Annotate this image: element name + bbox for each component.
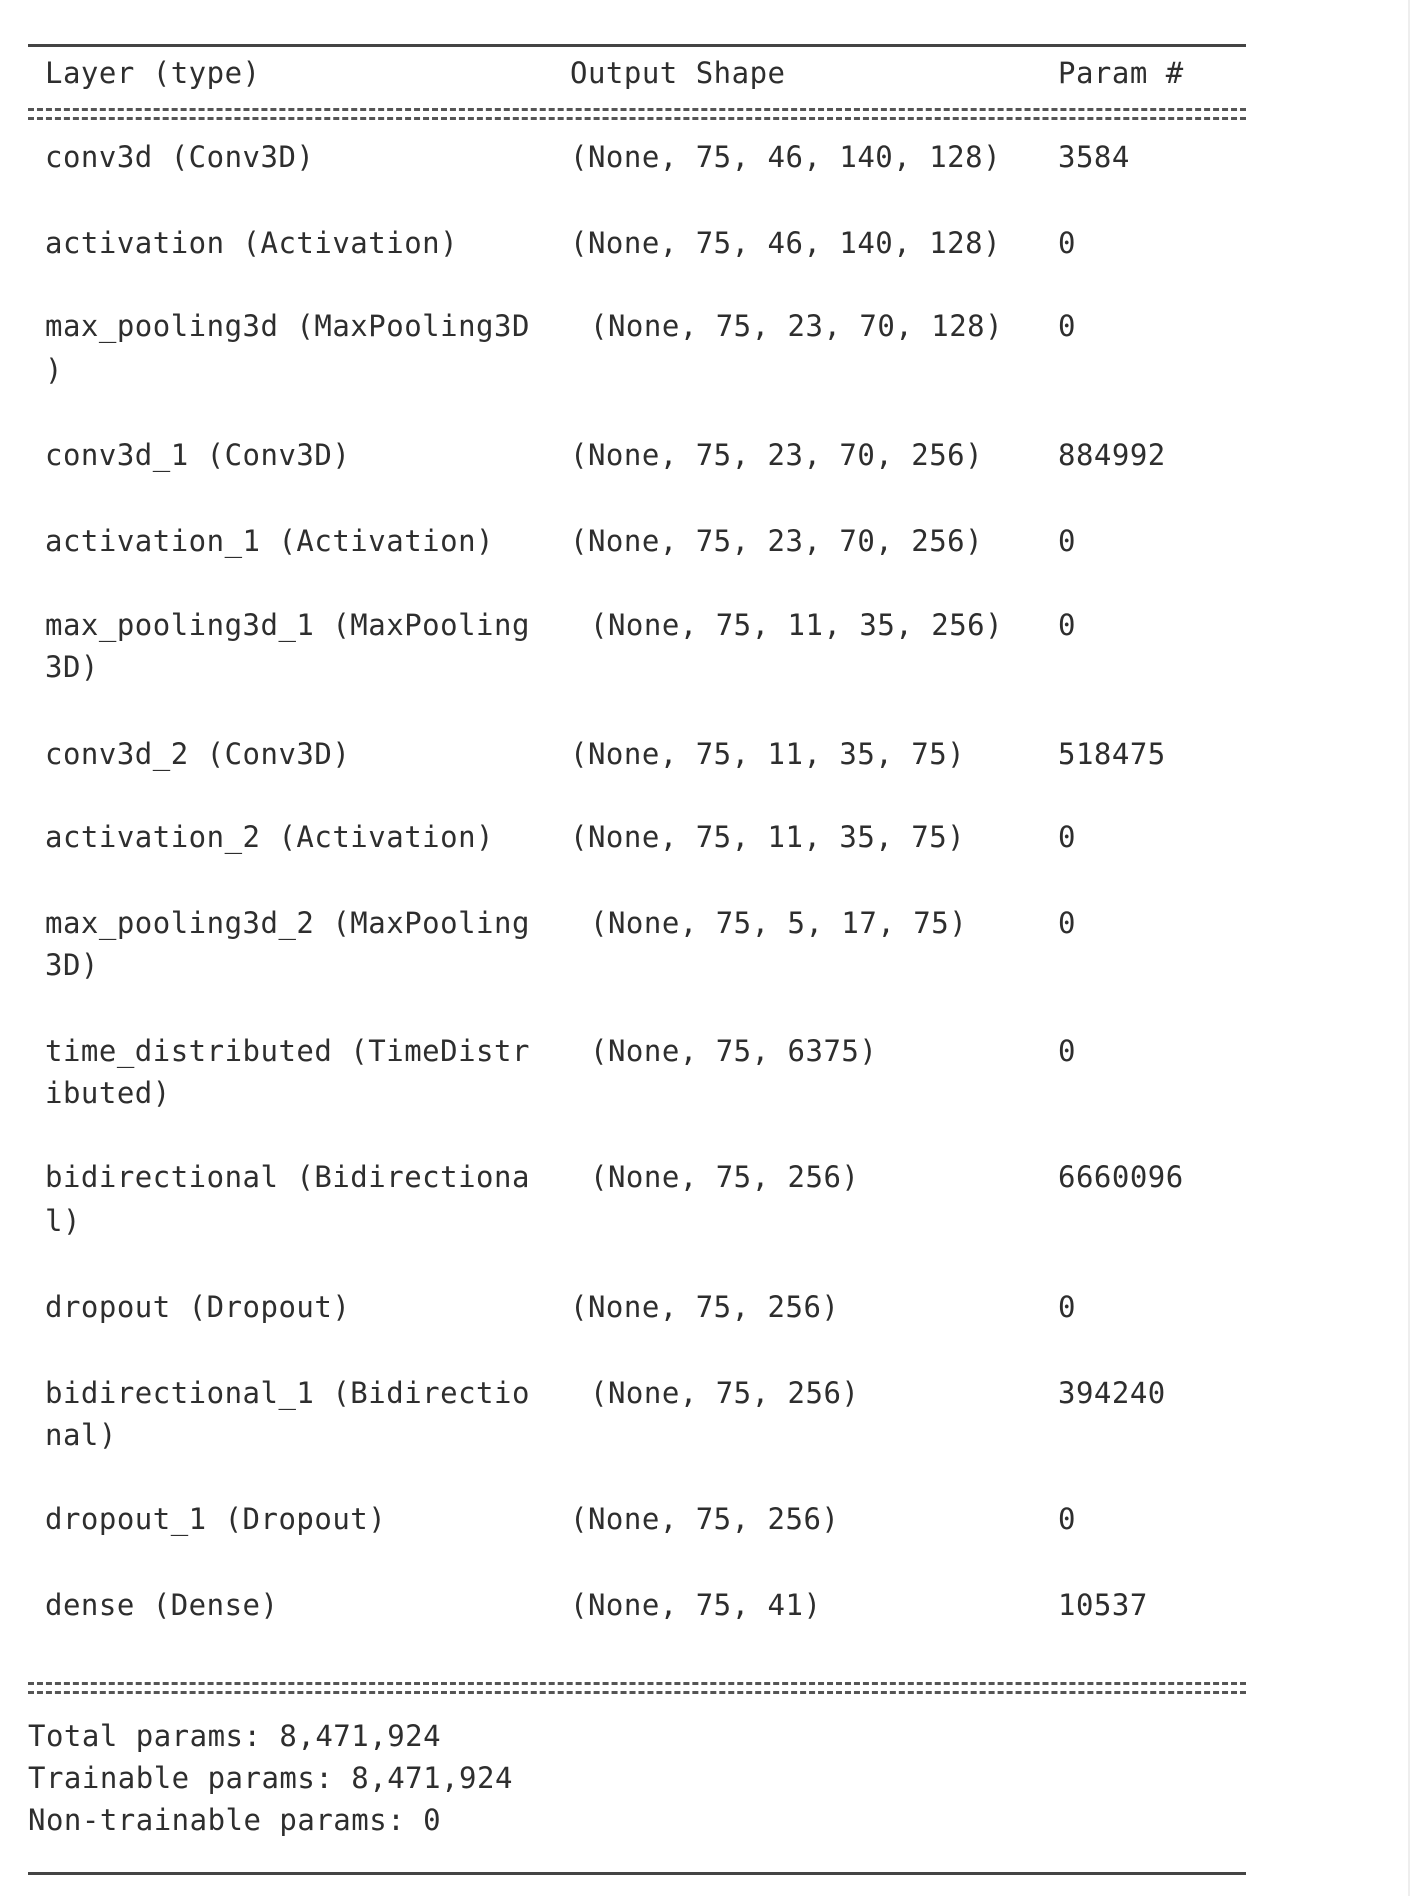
row-dropout-params: 0 — [1058, 1290, 1076, 1324]
panel-edge — [1408, 0, 1410, 1896]
row-max-pooling3d-params: 0 — [1058, 309, 1076, 343]
non-trainable-params: Non-trainable params: 0 — [28, 1803, 442, 1837]
row-max-pooling3d-2-shape: (None, 75, 5, 17, 75) — [590, 906, 968, 940]
row-max-pooling3d-shape: (None, 75, 23, 70, 128) — [590, 309, 1004, 343]
footer-rule — [28, 1682, 1246, 1694]
row-max-pooling3d-2-layer-wrap: 3D) — [45, 948, 99, 982]
row-dropout-1-shape: (None, 75, 256) — [570, 1502, 840, 1536]
row-time-distributed-shape: (None, 75, 6375) — [590, 1034, 878, 1068]
row-bidirectional-shape: (None, 75, 256) — [590, 1160, 860, 1194]
row-dropout-1-layer: dropout_1 (Dropout) — [45, 1502, 387, 1536]
row-conv3d-2-layer: conv3d_2 (Conv3D) — [45, 737, 351, 771]
row-conv3d-shape: (None, 75, 46, 140, 128) — [570, 140, 1002, 174]
row-bidirectional-1-layer: bidirectional_1 (Bidirectio — [45, 1376, 530, 1410]
header-layer: Layer (type) — [45, 56, 261, 90]
row-conv3d-1-layer: conv3d_1 (Conv3D) — [45, 438, 351, 472]
row-dropout-layer: dropout (Dropout) — [45, 1290, 351, 1324]
header-output-shape: Output Shape — [570, 56, 786, 90]
row-dense-shape: (None, 75, 41) — [570, 1588, 822, 1622]
bottom-rule — [28, 1872, 1246, 1875]
row-dense-params: 10537 — [1058, 1588, 1148, 1622]
row-bidirectional-1-params: 394240 — [1058, 1376, 1166, 1410]
row-max-pooling3d-1-shape: (None, 75, 11, 35, 256) — [590, 608, 1004, 642]
row-activation-params: 0 — [1058, 226, 1076, 260]
row-max-pooling3d-layer: max_pooling3d (MaxPooling3D — [45, 309, 530, 343]
row-dropout-shape: (None, 75, 256) — [570, 1290, 840, 1324]
row-activation-1-layer: activation_1 (Activation) — [45, 524, 494, 558]
row-max-pooling3d-2-params: 0 — [1058, 906, 1076, 940]
row-activation-shape: (None, 75, 46, 140, 128) — [570, 226, 1002, 260]
row-dropout-1-params: 0 — [1058, 1502, 1076, 1536]
row-conv3d-1-params: 884992 — [1058, 438, 1166, 472]
row-conv3d-2-params: 518475 — [1058, 737, 1166, 771]
row-conv3d-2-shape: (None, 75, 11, 35, 75) — [570, 737, 966, 771]
row-max-pooling3d-1-layer: max_pooling3d_1 (MaxPooling — [45, 608, 530, 642]
row-max-pooling3d-layer-wrap: ) — [45, 353, 63, 387]
header-rule — [28, 108, 1246, 120]
row-activation-layer: activation (Activation) — [45, 226, 459, 260]
row-dense-layer: dense (Dense) — [45, 1588, 279, 1622]
row-conv3d-params: 3584 — [1058, 140, 1130, 174]
row-bidirectional-layer-wrap: l) — [45, 1204, 81, 1238]
row-activation-1-params: 0 — [1058, 524, 1076, 558]
header-param-count: Param # — [1058, 56, 1184, 90]
row-activation-2-shape: (None, 75, 11, 35, 75) — [570, 820, 966, 854]
row-activation-1-shape: (None, 75, 23, 70, 256) — [570, 524, 984, 558]
row-time-distributed-layer: time_distributed (TimeDistr — [45, 1034, 530, 1068]
row-max-pooling3d-1-params: 0 — [1058, 608, 1076, 642]
row-conv3d-1-shape: (None, 75, 23, 70, 256) — [570, 438, 984, 472]
row-bidirectional-1-shape: (None, 75, 256) — [590, 1376, 860, 1410]
row-activation-2-params: 0 — [1058, 820, 1076, 854]
top-rule — [28, 44, 1246, 47]
row-conv3d-layer: conv3d (Conv3D) — [45, 140, 315, 174]
row-activation-2-layer: activation_2 (Activation) — [45, 820, 494, 854]
row-time-distributed-layer-wrap: ibuted) — [45, 1076, 171, 1110]
row-time-distributed-params: 0 — [1058, 1034, 1076, 1068]
total-params: Total params: 8,471,924 — [28, 1719, 442, 1753]
row-max-pooling3d-1-layer-wrap: 3D) — [45, 650, 99, 684]
row-bidirectional-params: 6660096 — [1058, 1160, 1184, 1194]
row-max-pooling3d-2-layer: max_pooling3d_2 (MaxPooling — [45, 906, 530, 940]
trainable-params: Trainable params: 8,471,924 — [28, 1761, 513, 1795]
row-bidirectional-layer: bidirectional (Bidirectiona — [45, 1160, 530, 1194]
row-bidirectional-1-layer-wrap: nal) — [45, 1418, 117, 1452]
